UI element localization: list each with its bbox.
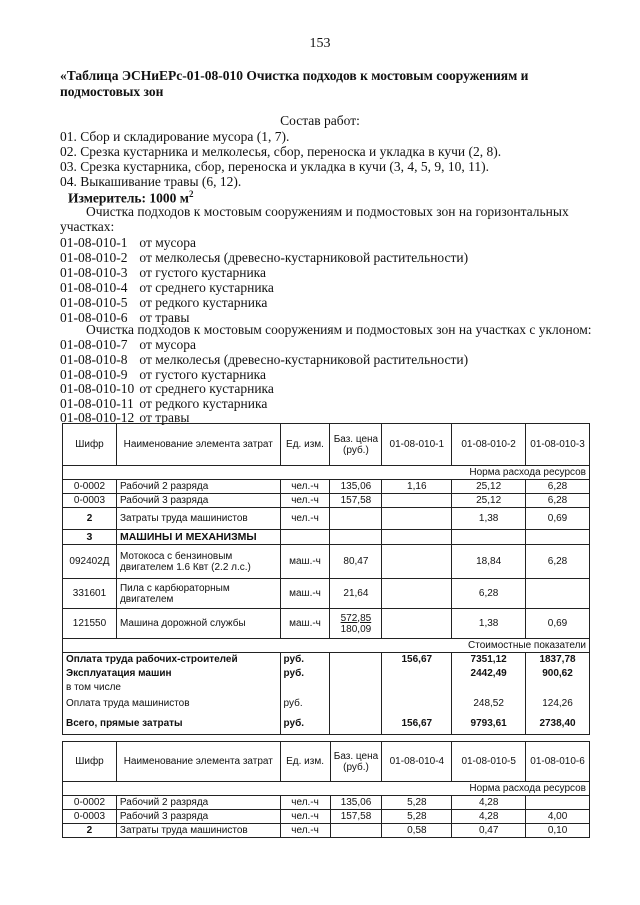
cell (382, 579, 452, 609)
table-row (63, 480, 590, 494)
cell: 135,06 (330, 796, 382, 810)
code-item: 01-08-010-10 от среднего кустарника (60, 381, 274, 396)
cell: 124,26 (526, 695, 590, 713)
code-item: 01-08-010-5 от редкого кустарника (60, 295, 268, 310)
cell: 0,10 (526, 824, 590, 838)
table-row (63, 508, 590, 530)
cell: 25,12 (452, 480, 526, 494)
cell: 135,06 (330, 480, 382, 494)
cell: 6,28 (452, 579, 526, 609)
cell: 80,47 (330, 545, 382, 579)
cell: 121550 (63, 609, 117, 639)
horizontal-intro: Очистка подходов к мостовым сооружениям и подмостовых зон на горизонтальных участках: (60, 204, 569, 234)
cell: 6,28 (526, 480, 590, 494)
column-header: Ед. изм. (280, 424, 330, 466)
machines-section-row (63, 530, 590, 545)
cell: чел.-ч (280, 824, 330, 838)
cell: 0,47 (452, 824, 526, 838)
cell: 2442,49 (452, 667, 526, 681)
table-row (63, 545, 590, 579)
cell: Рабочий 2 разряда (116, 796, 280, 810)
cell (382, 494, 452, 508)
cell: Машина дорожной службы (116, 609, 280, 639)
cell: чел.-ч (280, 796, 330, 810)
cell: руб. (280, 653, 330, 667)
cell: 1,16 (382, 480, 452, 494)
cell: Всего, прямые затраты (63, 713, 281, 735)
column-header: Баз. цена (руб.) (330, 424, 382, 466)
code-item: 01-08-010-1 от мусора (60, 235, 196, 250)
cell: 4,00 (526, 810, 590, 824)
column-header: Ед. изм. (280, 742, 330, 782)
column-header: Шифр (63, 742, 117, 782)
table-row (63, 824, 590, 838)
cell (526, 796, 590, 810)
cell (330, 508, 382, 530)
table-row (63, 653, 590, 667)
table-row (63, 713, 590, 735)
cell: Затраты труда машинистов (116, 508, 280, 530)
table-row (63, 609, 590, 639)
table-row (63, 681, 590, 695)
cell: 1837,78 (526, 653, 590, 667)
cell (382, 545, 452, 579)
table-header-row (63, 424, 590, 466)
cell: Рабочий 3 разряда (116, 810, 280, 824)
column-header: 01-08-010-6 (526, 742, 590, 782)
work-item: 02. Срезка кустарника и мелколесья, сбор, переноска и укладка в кучи (2, 8). (60, 144, 502, 159)
column-header: 01-08-010-2 (452, 424, 526, 466)
code-item: 01-08-010-9 от густого кустарника (60, 367, 267, 382)
cell: МАШИНЫ И МЕХАНИЗМЫ (116, 530, 280, 545)
code-item: 01-08-010-11 от редкого кустарника (60, 396, 268, 411)
cell: в том числе (63, 681, 281, 695)
cell: 248,52 (452, 695, 526, 713)
cell: 2 (63, 508, 117, 530)
column-header: 01-08-010-5 (452, 742, 526, 782)
cell: 331601 (63, 579, 117, 609)
code-item: 01-08-010-7 от мусора (60, 337, 196, 352)
cell: 9793,61 (452, 713, 526, 735)
page-number: 153 (309, 36, 331, 51)
cell: 4,28 (452, 810, 526, 824)
table-row (63, 667, 590, 681)
cell: 4,28 (452, 796, 526, 810)
cell: 0-0002 (63, 480, 117, 494)
cell: чел.-ч (280, 494, 330, 508)
cell: 6,28 (526, 545, 590, 579)
column-header: 01-08-010-4 (382, 742, 452, 782)
cell: 1,38 (452, 609, 526, 639)
table-row (63, 494, 590, 508)
cell: 0,69 (526, 609, 590, 639)
cell: Пила с карбюраторным двигателем (116, 579, 280, 609)
measure-unit: Измеритель: 1000 $м^2$ (68, 189, 194, 206)
column-header: 01-08-010-3 (526, 424, 590, 466)
cell: Оплата труда рабочих-строителей (63, 653, 281, 667)
cell: 0-0003 (63, 494, 117, 508)
cell: 092402Д (63, 545, 117, 579)
table-row (63, 796, 590, 810)
column-header: Баз. цена (руб.) (330, 742, 382, 782)
cell: чел.-ч (280, 508, 330, 530)
cell (382, 609, 452, 639)
cell: 7351,12 (452, 653, 526, 667)
cell: 25,12 (452, 494, 526, 508)
document-title: «Таблица ЭСНиЕРс-01-08-010 Очистка подходов к мостовым сооружениям и подмостовых зон (60, 68, 529, 99)
cell: чел.-ч (280, 480, 330, 494)
cost-label: Стоимостные показатели (63, 639, 590, 653)
cell: Рабочий 2 разряда (116, 480, 280, 494)
cell: Оплата труда машинистов (63, 695, 281, 713)
table-row (63, 810, 590, 824)
code-item: 01-08-010-8 от мелколесья (древесно-кустарниковой растительности) (60, 352, 469, 367)
column-header: Наименование элемента затрат (116, 424, 280, 466)
cell: 1,38 (452, 508, 526, 530)
cell: 2 (63, 824, 117, 838)
work-item: 01. Сбор и складирование мусора (1, 7). (60, 129, 290, 144)
norm-label: Норма расхода ресурсов (63, 782, 590, 796)
cell (330, 824, 382, 838)
code-item: 01-08-010-4 от среднего кустарника (60, 280, 274, 295)
cell: 0,69 (526, 508, 590, 530)
cell: 18,84 (452, 545, 526, 579)
cell: чел.-ч (280, 810, 330, 824)
cell (382, 508, 452, 530)
work-item: 04. Выкашивание травы (6, 12). (60, 174, 242, 189)
code-item: 01-08-010-3 от густого кустарника (60, 265, 267, 280)
cell: Рабочий 3 разряда (116, 494, 280, 508)
cell: Мотокоса с бензиновым двигателем 1.6 Квт (2.2 л.с.) (116, 545, 280, 579)
cell: 0-0002 (63, 796, 117, 810)
cell: маш.-ч (280, 609, 330, 639)
cell: 157,58 (330, 494, 382, 508)
cell: маш.-ч (280, 579, 330, 609)
resource-table-2 (62, 741, 590, 838)
cell: 21,64 (330, 579, 382, 609)
cell: руб. (280, 667, 330, 681)
cell: Эксплуатация машин (63, 667, 281, 681)
cell: 0,58 (382, 824, 452, 838)
cell: Затраты труда машинистов (116, 824, 280, 838)
code-item: 01-08-010-2 от мелколесья (древесно-кустарниковой растительности) (60, 250, 469, 265)
cell: 6,28 (526, 494, 590, 508)
cell: 3 (63, 530, 117, 545)
table-row (63, 579, 590, 609)
column-header: Шифр (63, 424, 117, 466)
table-row (63, 695, 590, 713)
cell: руб. (280, 713, 330, 735)
cell: руб. (280, 695, 330, 713)
table-header-row (63, 742, 590, 782)
cell (526, 579, 590, 609)
cell: 5,28 (382, 810, 452, 824)
cell: 2738,40 (526, 713, 590, 735)
column-header: 01-08-010-1 (382, 424, 452, 466)
cell: 156,67 (382, 653, 452, 667)
cell: 0-0003 (63, 810, 117, 824)
cell: 572,85 180,09 (330, 609, 382, 639)
code-item: 01-08-010-6 от травы (60, 310, 190, 325)
composition-heading: Состав работ: (280, 113, 360, 128)
column-header: Наименование элемента затрат (116, 742, 280, 782)
cell: 5,28 (382, 796, 452, 810)
cell: 900,62 (526, 667, 590, 681)
cell: 157,58 (330, 810, 382, 824)
cell: маш.-ч (280, 545, 330, 579)
cell: 156,67 (382, 713, 452, 735)
slope-intro: Очистка подходов к мостовым сооружениям и подмостовых зон на участках с уклоном: (86, 322, 592, 337)
work-item: 03. Срезка кустарника, сбор, переноска и укладка в кучи (3, 4, 5, 9, 10, 11). (60, 159, 490, 174)
norm-label: Норма расхода ресурсов (63, 466, 590, 480)
resource-table-1 (62, 423, 590, 735)
code-item: 01-08-010-12 от травы (60, 410, 190, 425)
